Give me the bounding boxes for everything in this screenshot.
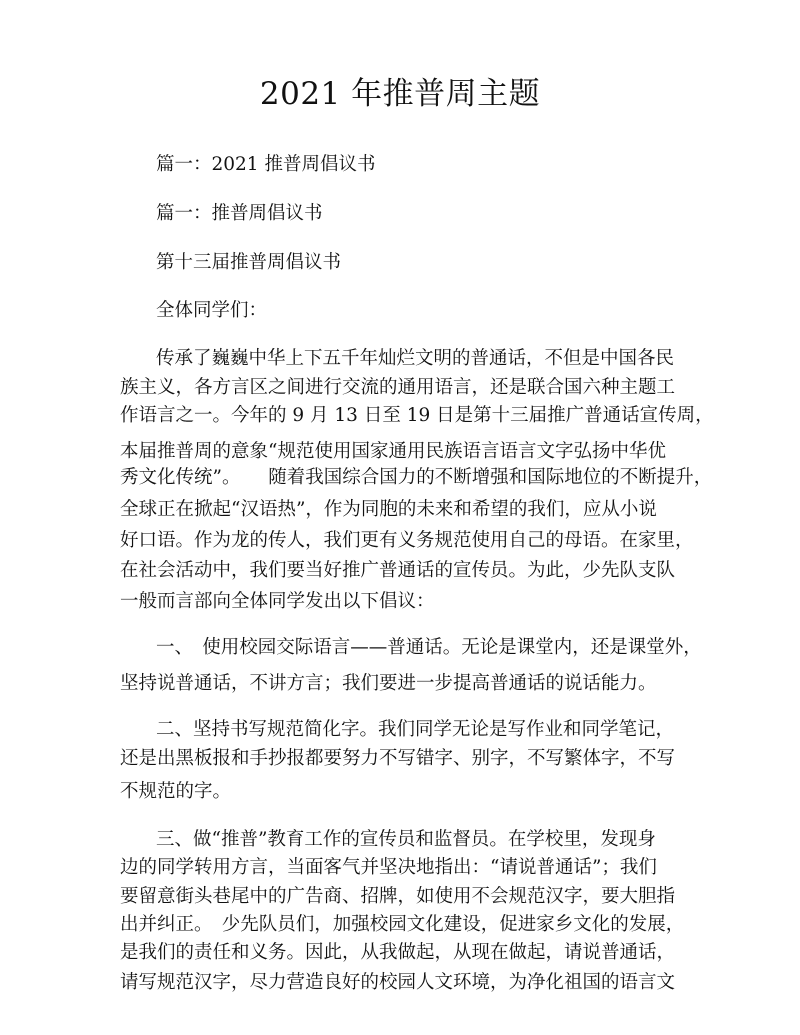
paragraph-line: 一、 使用校园交际语言——普通话。无论是课堂内，还是课堂外，	[156, 637, 702, 658]
paragraph-line: 族主义，各方言区之间进行交流的通用语言，还是联合国六种主题工	[120, 377, 676, 398]
paragraph-line: 不规范的字。	[120, 781, 232, 802]
paragraph-line: 作语言之一。今年的 9 月 13 日至 19 日是第十三届推广普通话宣传周，	[120, 405, 714, 426]
paragraph-line: 是我们的责任和义务。因此，从我做起，从现在做起，请说普通话，	[120, 942, 676, 963]
paragraph-line: 好口语。作为龙的传人，我们更有义务规范使用自己的母语。在家里，	[120, 530, 694, 551]
paragraph-line: 还是出黑板报和手抄报都要努力不写错字、别字，不写繁体字，不写	[120, 748, 676, 769]
paragraph-line: 三、做“推普”教育工作的宣传员和监督员。在学校里，发现身	[156, 829, 656, 850]
paragraph-line: 请写规范汉字，尽力营造良好的校园人文环境，为净化祖国的语言文	[120, 972, 676, 993]
paragraph-line: 本届推普周的意象“规范使用国家通用民族语言语言文字弘扬中华优	[120, 441, 666, 462]
paragraph-line: 传承了巍巍中华上下五千年灿烂文明的普通话，不但是中国各民	[156, 348, 675, 369]
document-title: 2021 年推普周主题	[259, 76, 541, 112]
paragraph-line: 秀文化传统”。 随着我国综合国力的不断增强和国际地位的不断提升，	[120, 467, 713, 488]
subtitle-line: 篇一：2021 推普周倡议书	[156, 154, 376, 175]
paragraph-line: 在社会活动中，我们要当好推广普通话的宣传员。为此，少先队支队	[120, 560, 676, 581]
paragraph-line: 坚持说普通话，不讲方言；我们要进一步提高普通话的说话能力。	[120, 673, 657, 694]
paragraph-line: 出并纠正。 少先队员们，加强校园文化建设，促进家乡文化的发展，	[120, 914, 685, 935]
paragraph-line: 边的同学转用方言，当面客气并坚决地指出：“请说普通话”；我们	[120, 857, 657, 878]
paragraph-line: 一般而言部向全体同学发出以下倡议：	[120, 591, 435, 612]
paragraph-line: 要留意街头巷尾中的广告商、招牌，如使用不会规范汉字，要大胆指	[120, 886, 676, 907]
paragraph-line: 二、坚持书写规范简化字。我们同学无论是写作业和同学笔记，	[156, 719, 675, 740]
paragraph-line: 全球正在掀起“汉语热”，作为同胞的未来和希望的我们，应从小说	[120, 499, 657, 520]
subtitle-line: 篇一：推普周倡议书	[156, 203, 323, 224]
subtitle-line: 第十三届推普周倡议书	[156, 252, 342, 273]
salutation: 全体同学们：	[156, 300, 268, 321]
